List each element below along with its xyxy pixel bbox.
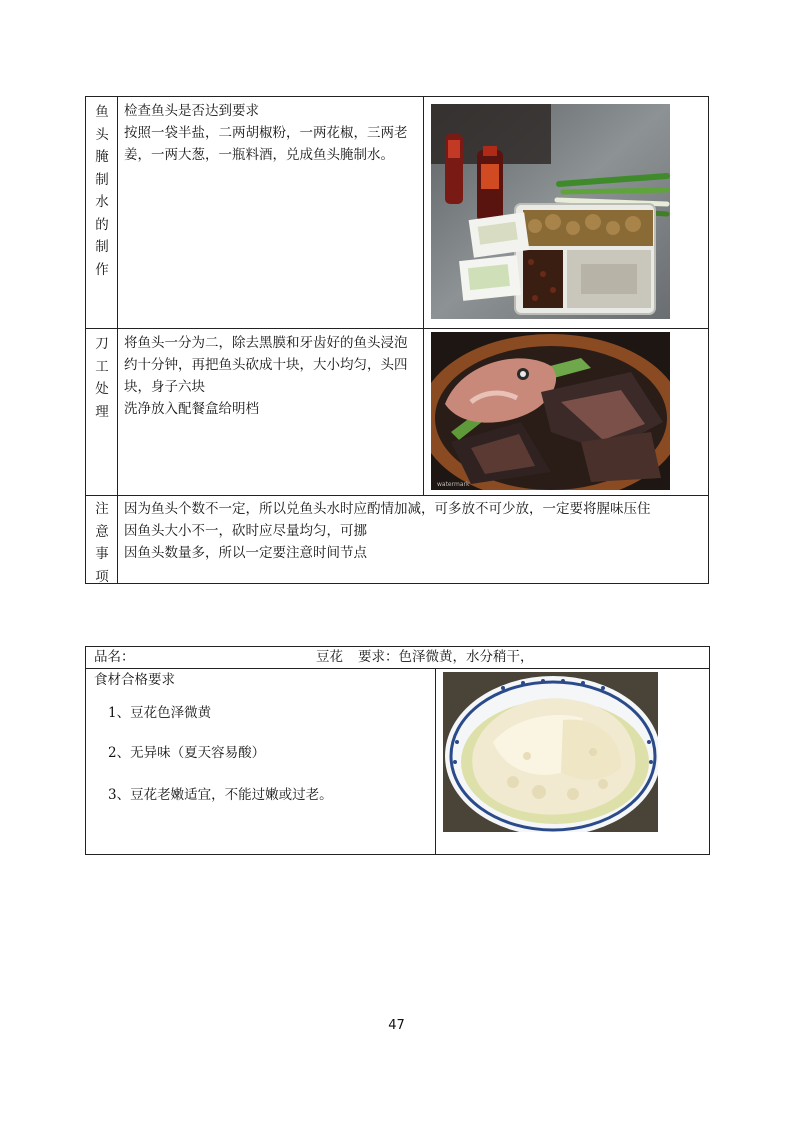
- text-line: 因鱼头数量多，所以一定要注意时间节点: [124, 545, 367, 561]
- text-line: 将鱼头一分为二，除去黑膜和牙齿好的鱼头浸泡: [124, 335, 408, 351]
- name-value: 豆花: [316, 649, 343, 665]
- text-line: 块，身子六块: [124, 379, 205, 395]
- text-line: 检查鱼头是否达到要求: [124, 103, 259, 119]
- row-text-knife-work: [118, 329, 424, 495]
- row-text-notes: [118, 496, 708, 583]
- text-line: 姜，一两大葱，一瓶料酒，兑成鱼头腌制水。: [124, 147, 394, 163]
- text-line: 洗净放入配餐盒给明档: [124, 401, 259, 417]
- row-image-cell: [424, 329, 708, 495]
- list-item: 2、无异味（夏天容易酸）: [108, 745, 266, 761]
- table-row-marinade: [86, 97, 708, 329]
- table-header-row: [86, 647, 709, 669]
- page-number: 47: [388, 1018, 405, 1033]
- table-row-notes: [86, 496, 708, 583]
- table-row-knife-work: [86, 329, 708, 496]
- row-label-cell: [86, 97, 118, 328]
- row-image-cell: [424, 97, 708, 328]
- requirement-text: 要求：色泽微黄，水分稍干，: [358, 649, 534, 665]
- row-label-marinade: 鱼 头 腌 制 水 的 制 作: [95, 104, 109, 278]
- process-table: [85, 96, 709, 584]
- ingredient-table: [85, 646, 710, 855]
- image-cell: [436, 669, 709, 854]
- text-line: 因鱼头大小不一，砍时应尽量均匀，可挪: [124, 523, 367, 539]
- row-label-cell: [86, 496, 118, 583]
- row-label-cell: [86, 329, 118, 495]
- list-item: 1、豆花色泽微黄: [108, 705, 212, 721]
- row-text-marinade: [118, 97, 424, 328]
- requirements-cell: [86, 669, 436, 854]
- seasoning-ingredients-photo: [431, 104, 670, 319]
- fish-head-pot-photo: [431, 332, 670, 490]
- list-item: 3、豆花老嫩适宜，不能过嫩或过老。: [108, 787, 333, 803]
- row-label-knife-work: 刀 工 处 理: [95, 336, 109, 420]
- svg-text:watermark: watermark: [437, 481, 470, 488]
- text-line: 约十分钟，再把鱼头砍成十块，大小均匀，头四: [124, 357, 408, 373]
- text-line: 按照一袋半盐，二两胡椒粉，一两花椒，三两老: [124, 125, 408, 141]
- row-label-notes: 注 意 事 项: [95, 501, 109, 585]
- section-title: 食材合格要求: [94, 672, 175, 688]
- text-line: 因为鱼头个数不一定，所以兑鱼头水时应酌情加减，可多放不可少放，一定要将腥味压住: [124, 501, 651, 517]
- name-label: 品名：: [94, 649, 135, 665]
- douhua-bowl-photo: [443, 672, 658, 832]
